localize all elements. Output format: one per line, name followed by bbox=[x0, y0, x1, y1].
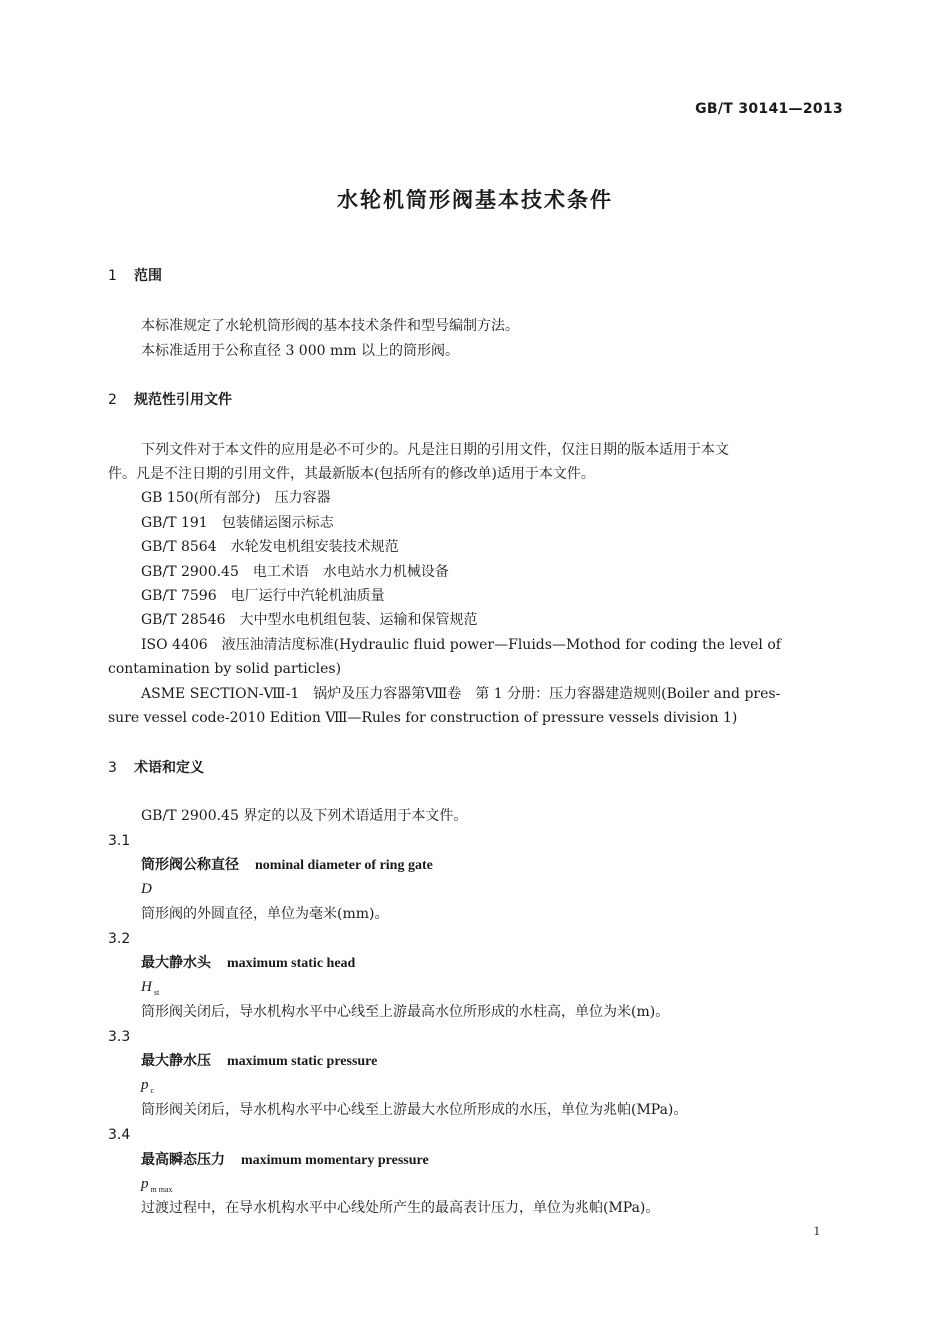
clause-number: 3.3 bbox=[108, 1029, 131, 1045]
reference-code: GB/T 7596 bbox=[141, 588, 217, 604]
symbol-subscript: st bbox=[153, 988, 160, 997]
paragraph: 本标准适用于公称直径 3 000 mm 以上的筒形阀。 bbox=[141, 343, 459, 359]
clause-number: 3.1 bbox=[108, 833, 131, 849]
term-heading bbox=[141, 953, 355, 974]
term-definition: 筒形阀关闭后，导水机构水平中心线至上游最大水位所形成的水压，单位为兆帕(MPa)。 bbox=[141, 1102, 688, 1118]
section-3-heading bbox=[108, 758, 204, 778]
symbol-main: H bbox=[141, 979, 152, 995]
reference-code: GB/T 2900.45 bbox=[141, 564, 239, 580]
reference-code: GB/T 191 bbox=[141, 515, 208, 531]
reference-name: 大中型水电机组包装、运输和保管规范 bbox=[239, 612, 478, 628]
symbol-main: p bbox=[141, 1077, 149, 1093]
term-chinese: 筒形阀公称直径 bbox=[141, 857, 239, 873]
reference-name: 电工术语 水电站水力机械设备 bbox=[252, 564, 449, 580]
term-definition: 筒形阀的外圆直径，单位为毫米(mm)。 bbox=[141, 906, 389, 922]
section-title: 术语和定义 bbox=[134, 760, 204, 776]
reference-item bbox=[141, 488, 331, 508]
section-number: 1 bbox=[108, 268, 117, 284]
term-symbol bbox=[141, 1075, 154, 1101]
reference-name: 水轮发电机组安装技术规范 bbox=[230, 539, 399, 555]
term-chinese: 最大静水压 bbox=[141, 1053, 211, 1069]
term-english: maximum momentary pressure bbox=[241, 1153, 429, 1168]
term-heading bbox=[141, 855, 433, 876]
symbol-main: D bbox=[141, 881, 152, 897]
section-title: 范围 bbox=[134, 268, 162, 284]
symbol-subscript: m max bbox=[150, 1185, 173, 1194]
page-number: 1 bbox=[813, 1223, 820, 1238]
standard-number: GB/T 30141—2013 bbox=[695, 101, 843, 117]
term-english: maximum static head bbox=[227, 956, 356, 971]
reference-name: 包装储运图示标志 bbox=[221, 515, 334, 531]
term-heading bbox=[141, 1051, 377, 1072]
clause-number: 3.4 bbox=[108, 1127, 131, 1143]
term-english: nominal diameter of ring gate bbox=[255, 858, 433, 873]
reference-item-iso: ISO 4406 液压油清洁度标准(Hydraulic fluid power—Fluids—Mothod for coding the level of bbox=[141, 637, 781, 653]
reference-item bbox=[141, 586, 385, 606]
paragraph: 下列文件对于本文件的应用是必不可少的。凡是注日期的引用文件，仅注日期的版本适用于本文 bbox=[141, 442, 729, 458]
reference-item bbox=[141, 513, 334, 533]
clause-number: 3.2 bbox=[108, 931, 131, 947]
section-2-heading bbox=[108, 390, 232, 410]
reference-item-continuation: sure vessel code-2010 Edition Ⅷ—Rules for construction of pressure vessels division 1) bbox=[108, 710, 738, 726]
section-title: 规范性引用文件 bbox=[134, 392, 232, 408]
term-definition: 筒形阀关闭后，导水机构水平中心线至上游最高水位所形成的水柱高，单位为米(m)。 bbox=[141, 1004, 670, 1020]
reference-code: GB/T 28546 bbox=[141, 612, 226, 628]
term-symbol bbox=[141, 1174, 173, 1200]
term-symbol bbox=[141, 977, 159, 1003]
reference-code: GB 150(所有部分) bbox=[141, 490, 261, 506]
term-heading bbox=[141, 1150, 429, 1171]
reference-code: GB/T 8564 bbox=[141, 539, 217, 555]
term-chinese: 最大静水头 bbox=[141, 955, 211, 971]
term-definition: 过渡过程中，在导水机构水平中心线处所产生的最高表计压力，单位为兆帕(MPa)。 bbox=[141, 1200, 660, 1216]
reference-item-asme: ASME SECTION-Ⅷ-1 锅炉及压力容器第Ⅷ卷 第 1 分册：压力容器建造规则(Boiler and pres- bbox=[141, 686, 781, 702]
reference-item bbox=[141, 562, 449, 582]
reference-name: 电厂运行中汽轮机油质量 bbox=[230, 588, 385, 604]
symbol-subscript: c bbox=[150, 1086, 155, 1095]
section-number: 2 bbox=[108, 392, 117, 408]
reference-item bbox=[141, 610, 478, 630]
reference-name: 压力容器 bbox=[274, 490, 331, 506]
page-title: 水轮机筒形阀基本技术条件 bbox=[337, 188, 613, 212]
paragraph: 本标准规定了水轮机筒形阀的基本技术条件和型号编制方法。 bbox=[141, 318, 519, 334]
symbol-main: p bbox=[141, 1176, 149, 1192]
term-chinese: 最高瞬态压力 bbox=[141, 1152, 225, 1168]
term-english: maximum static pressure bbox=[227, 1054, 378, 1069]
term-symbol bbox=[141, 879, 154, 905]
paragraph-continuation: 件。凡是不注日期的引用文件，其最新版本(包括所有的修改单)适用于本文件。 bbox=[108, 466, 595, 482]
reference-item bbox=[141, 537, 399, 557]
section-number: 3 bbox=[108, 760, 117, 776]
section-1-heading bbox=[108, 266, 162, 286]
reference-item-continuation: contamination by solid particles) bbox=[108, 661, 342, 677]
paragraph: GB/T 2900.45 界定的以及下列术语适用于本文件。 bbox=[141, 808, 468, 824]
